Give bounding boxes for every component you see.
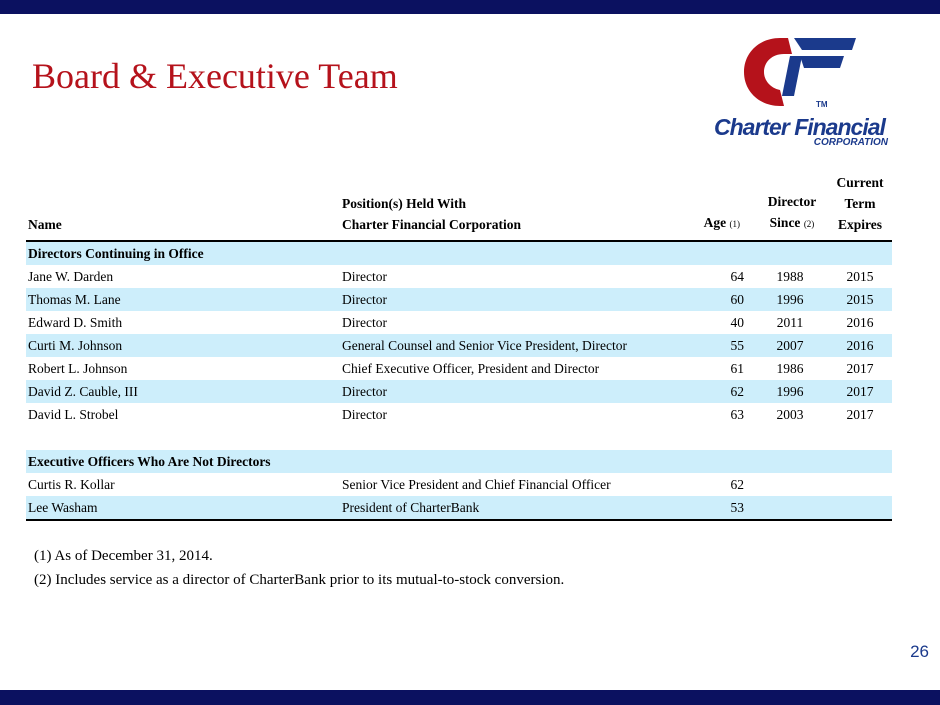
director-term-expires: 2017 bbox=[846, 384, 874, 399]
director-age: 40 bbox=[730, 315, 744, 330]
director-age: 63 bbox=[730, 407, 744, 422]
director-position: Director bbox=[342, 384, 387, 399]
director-name: David L. Strobel bbox=[28, 407, 119, 422]
officer-age: 53 bbox=[730, 500, 744, 515]
table-row bbox=[26, 265, 892, 288]
page-title: Board & Executive Team bbox=[32, 56, 398, 96]
director-age: 62 bbox=[730, 384, 744, 399]
director-name: Curti M. Johnson bbox=[28, 338, 123, 353]
director-position: Director bbox=[342, 292, 387, 307]
officer-age: 62 bbox=[730, 477, 744, 492]
header-age-note: (1) bbox=[729, 219, 740, 229]
logo-subtitle: CORPORATION bbox=[813, 137, 888, 148]
header-director-since bbox=[756, 191, 828, 235]
table-row bbox=[26, 380, 892, 403]
director-since: 1996 bbox=[776, 292, 804, 307]
table-row bbox=[26, 473, 892, 496]
header-expires-line1: Current bbox=[836, 175, 884, 190]
section-label: Directors Continuing in Office bbox=[28, 246, 204, 261]
header-term-expires bbox=[828, 172, 892, 235]
section-heading-directors bbox=[26, 242, 892, 265]
table-row bbox=[26, 288, 892, 311]
header-expires-line2: Term bbox=[844, 196, 876, 211]
section-heading-officers bbox=[26, 450, 892, 473]
director-since: 2007 bbox=[776, 338, 804, 353]
header-expires-line3: Expires bbox=[837, 217, 882, 232]
table-header bbox=[26, 170, 892, 242]
table-row bbox=[26, 357, 892, 380]
header-since-line2: Since bbox=[769, 215, 801, 230]
director-term-expires: 2017 bbox=[846, 407, 874, 422]
director-term-expires: 2015 bbox=[846, 269, 874, 284]
top-bar bbox=[0, 0, 940, 14]
director-term-expires: 2017 bbox=[846, 361, 874, 376]
director-position: Chief Executive Officer, President and Director bbox=[342, 361, 600, 376]
footnote-1: (1) As of December 31, 2014. bbox=[34, 548, 213, 564]
page-number: 26 bbox=[910, 642, 929, 661]
director-term-expires: 2015 bbox=[846, 292, 874, 307]
company-logo bbox=[712, 34, 892, 150]
director-name: David Z. Cauble, III bbox=[28, 384, 138, 399]
director-name: Jane W. Darden bbox=[28, 269, 114, 284]
director-since: 1986 bbox=[776, 361, 804, 376]
table-row bbox=[26, 311, 892, 334]
header-age-label: Age bbox=[703, 215, 727, 230]
officer-position: President of CharterBank bbox=[342, 500, 480, 515]
header-since-line1: Director bbox=[767, 194, 817, 209]
director-age: 55 bbox=[730, 338, 744, 353]
director-position: Director bbox=[342, 315, 387, 330]
director-age: 61 bbox=[730, 361, 744, 376]
director-term-expires: 2016 bbox=[846, 338, 874, 353]
director-age: 60 bbox=[730, 292, 744, 307]
director-name: Edward D. Smith bbox=[28, 315, 123, 330]
footnotes bbox=[34, 544, 564, 592]
director-term-expires: 2016 bbox=[846, 315, 874, 330]
header-position-line1: Position(s) Held With bbox=[342, 196, 467, 211]
director-name: Robert L. Johnson bbox=[28, 361, 128, 376]
officer-name: Curtis R. Kollar bbox=[28, 477, 115, 492]
header-position bbox=[342, 193, 521, 235]
section-label: Executive Officers Who Are Not Directors bbox=[28, 454, 271, 469]
logo-tm: TM bbox=[816, 100, 828, 109]
table-row bbox=[26, 403, 892, 426]
director-age: 64 bbox=[730, 269, 744, 284]
director-since: 2003 bbox=[776, 407, 804, 422]
bottom-bar bbox=[0, 690, 940, 705]
table-row bbox=[26, 496, 892, 521]
director-since: 2011 bbox=[776, 315, 804, 330]
header-position-line2: Charter Financial Corporation bbox=[342, 217, 521, 232]
header-since-note: (2) bbox=[803, 219, 815, 229]
director-position: General Counsel and Senior Vice President, Director bbox=[342, 338, 627, 353]
officer-name: Lee Washam bbox=[28, 500, 98, 515]
director-name: Thomas M. Lane bbox=[28, 292, 121, 307]
header-name: Name bbox=[28, 217, 62, 232]
director-position: Director bbox=[342, 407, 387, 422]
footnote-2: (2) Includes service as a director of CharterBank prior to its mutual-to-stock conversion. bbox=[34, 572, 565, 588]
director-position: Director bbox=[342, 269, 387, 284]
eagle-cf-icon bbox=[740, 34, 860, 114]
board-table bbox=[26, 170, 892, 521]
officer-position: Senior Vice President and Chief Financial Officer bbox=[342, 477, 611, 492]
table-spacer bbox=[26, 426, 892, 450]
header-age bbox=[666, 212, 740, 235]
director-since: 1996 bbox=[776, 384, 804, 399]
logo-name: Charter Financial bbox=[714, 114, 885, 140]
table-row bbox=[26, 334, 892, 357]
director-since: 1988 bbox=[776, 269, 804, 284]
